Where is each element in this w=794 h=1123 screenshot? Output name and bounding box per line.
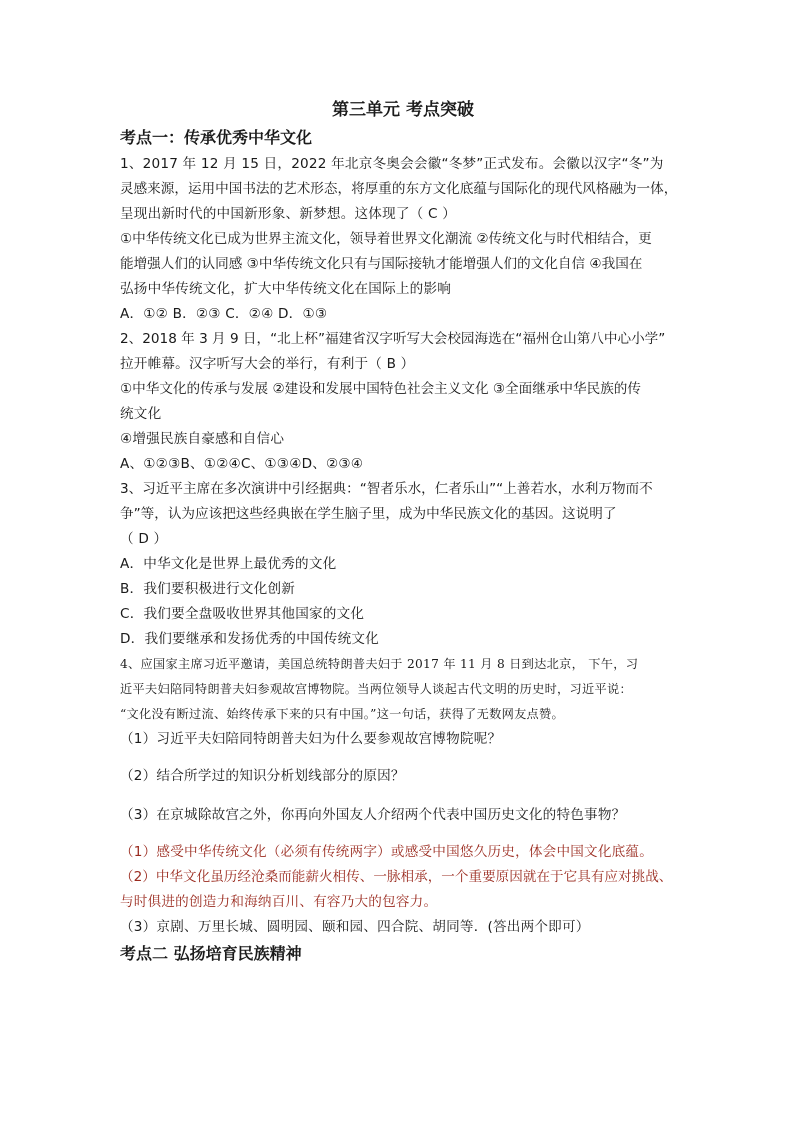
question-2-line: ①中华文化的传承与发展 ②建设和发展中国特色社会主义文化 ③全面继承中华民族的传: [120, 381, 641, 397]
question-1-options: A．①② B．②③ C．②④ D．①③: [120, 306, 328, 322]
answer-line: （3）京剧、万里长城、圆明园、颐和园、四合院、胡同等．(答出两个即可）: [120, 919, 590, 935]
question-2-line: 2、2018 年 3 月 9 日，“北上杯”福建省汉字听写大会校园海选在“福州仓山第八中心小学”: [120, 331, 666, 347]
question-4-sub-3: （3）在京城除故宫之外，你再向外国友人介绍两个代表中国历史文化的特色事物？: [120, 807, 626, 823]
question-2: [120, 327, 680, 477]
question-3-line: 3、习近平主席在多次演讲中引经据典：“智者乐水，仁者乐山”“上善若水，水利万物而不: [120, 481, 653, 497]
question-4-passage-line: “文化没有断过流、始终传承下来的只有中国。”这一句话，获得了无数网友点赞。: [120, 707, 565, 721]
question-2-line: 拉开帷幕。汉字听写大会的举行，有利于（ B ）: [120, 356, 415, 372]
question-1: [120, 152, 680, 327]
question-3-option-c: C．我们要全盘吸收世界其他国家的文化: [120, 606, 365, 622]
question-3: [120, 477, 680, 652]
question-1-line: ①中华传统文化已成为世界主流文化，领导着世界文化潮流 ②传统文化与时代相结合，更: [120, 231, 652, 247]
question-3-option-b: B．我们要积极进行文化创新: [120, 581, 296, 597]
question-1-line: 灵感来源，运用中国书法的艺术形态，将厚重的东方文化底蕴与国际化的现代风格融为一体，: [120, 181, 678, 197]
question-3-option-d: D．我们要继承和发扬优秀的中国传统文化: [120, 631, 379, 647]
document-page: [120, 98, 680, 968]
question-2-line: 统文化: [120, 406, 162, 422]
question-4-sub-1: （1）习近平夫妇陪同特朗普夫妇为什么要参观故宫博物院呢？: [120, 731, 502, 747]
question-1-line: 能增强人们的认同感 ③中华传统文化只有与国际接轨才能增强人们的文化自信 ④我国在: [120, 256, 643, 272]
question-4-sub-2: （2）结合所学过的知识分析划线部分的原因？: [120, 768, 405, 784]
question-4-passage-line: 近平夫妇陪同特朗普夫妇参观故宫博物院。当两位领导人谈起古代文明的历史时，习近平说：: [120, 682, 632, 696]
question-4: [120, 652, 680, 940]
question-1-line: 呈现出新时代的中国新形象、新梦想。这体现了（ C ）: [120, 206, 456, 222]
question-3-line: （ D ）: [120, 531, 168, 547]
page-title: 第三单元 考点突破: [332, 100, 474, 120]
question-3-option-a: A．中华文化是世界上最优秀的文化: [120, 556, 337, 572]
question-2-options: A、①②③B、①②④C、①③④D、②③④: [120, 456, 364, 472]
question-4-passage-line: 4、应国家主席习近平邀请，美国总统特朗普夫妇于 2017 年 11 月 8 日到达北京， 下午，习: [120, 657, 639, 671]
answer-line: 与时俱进的创造力和海纳百川、有容乃大的包容力。: [120, 894, 438, 910]
answer-line: （2）中华文化虽历经沧桑而能薪火相传、一脉相承，一个重要原因就在于它具有应对挑战、: [120, 869, 673, 885]
section-heading-1: 考点一：传承优秀中华文化: [120, 128, 313, 147]
question-3-line: 争”等，认为应该把这些经典嵌在学生脑子里，成为中华民族文化的基因。这说明了: [120, 506, 617, 522]
section-heading-2: 考点二 弘扬培育民族精神: [120, 944, 302, 963]
question-1-line: 弘扬中华传统文化，扩大中华传统文化在国际上的影响: [120, 281, 452, 297]
question-1-line: 1、2017 年 12 月 15 日，2022 年北京冬奥会会徽“冬梦”正式发布。会徽以汉字“冬”为: [120, 156, 664, 172]
question-2-line: ④增强民族自豪感和自信心: [120, 431, 285, 447]
answer-line: （1）感受中华传统文化（必须有传统两字）或感受中国悠久历史，体会中国文化底蕴。: [120, 844, 654, 860]
